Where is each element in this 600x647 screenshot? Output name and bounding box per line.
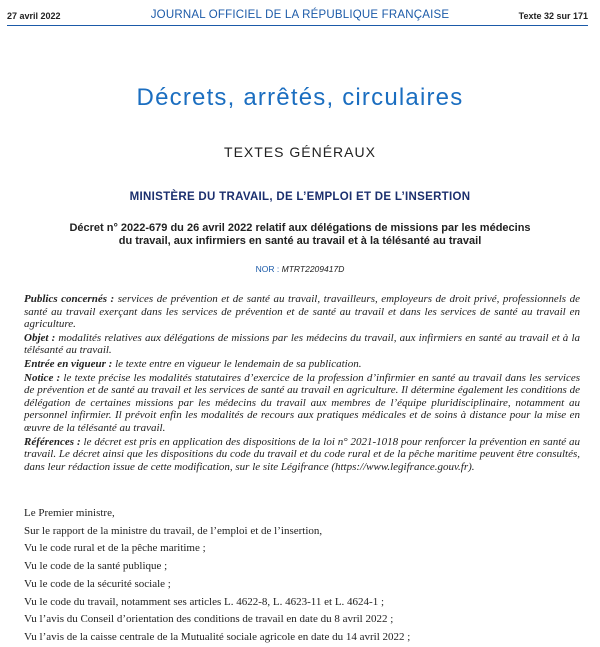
decree-notice [24,293,580,474]
journal-title: JOURNAL OFFICIEL DE LA RÉPUBLIQUE FRANÇAISE [150,9,450,21]
publication-date: 27 avril 2022 [7,11,61,21]
notice-paragraph [24,293,580,331]
nor-label: NOR : [255,264,280,274]
decree-title-line-2: du travail, aux infirmiers en santé au travail et à la télésanté au travail [118,235,482,247]
notice-paragraph [24,372,580,435]
nor-code: MTRT2209417D [281,264,345,274]
notice-label: Notice : [24,371,61,384]
body-line: Vu le code du travail, notamment ses articles L. 4622-8, L. 4623-11 et L. 4624-1 ; [24,595,385,608]
decree-body [24,505,580,647]
page-info: Texte 32 sur 171 [518,11,588,21]
notice-label: Publics concernés : [24,293,115,305]
notice-text: modalités relatives aux délégations de missions par les médecins du travail, aux infirmiers en santé au travail et à la télésanté au travail. [24,331,580,357]
decree-title-line-1: Décret n° 2022-679 du 26 avril 2022 relatif aux délégations de missions par les médecins [69,222,531,234]
body-line: Sur le rapport de la ministre du travail, de l’emploi et de l’insertion, [24,524,323,537]
notice-text: le texte précise les modalités statutaires d’exercice de la profession d’infirmier en santé au travail dans les services de prévention et de santé au travail et les services de santé au travail en agriculture. Il détermine également les conditions de délégation de certaines missions par les médecins du travail aux membres de l’équipe pluridisciplinaire, notamment au personnel infirmier. Il prévoit enfin les modalités de recours aux pratiques médicales et de soins à distance pour la mise en œuvre de la télésanté au travail. [24,371,580,434]
nor-reference [0,264,600,274]
notice-text: le texte entre en vigueur le lendemain de sa publication. [115,357,362,370]
notice-label: Références : [24,435,81,448]
body-line: Vu l’avis du Conseil d’orientation des conditions de travail en date du 8 avril 2022 ; [24,613,394,626]
header-rule [7,25,588,26]
body-line: Le Premier ministre, [24,507,115,519]
notice-paragraph [24,436,580,474]
section-title: Décrets, arrêtés, circulaires [136,84,464,111]
notice-label: Entrée en vigueur : [24,357,113,370]
body-line: Vu le code de la sécurité sociale ; [24,577,171,590]
body-line: Vu le code de la santé publique ; [24,560,168,573]
body-line: Vu l’avis de la caisse centrale de la Mutualité sociale agricole en date du 14 avril 2022 ; [24,630,411,643]
body-line: Vu le code rural et de la pêche maritime ; [24,542,206,555]
notice-text: services de prévention et de santé au travail, travailleurs, employeurs de droit privé, professionnels de santé au travail exerçant dans les services de prévention et de santé au travail et dans les services de santé au travail en agriculture. [24,293,581,331]
notice-paragraph [24,358,580,371]
notice-text: le décret est pris en application des dispositions de la loi n° 2021-1018 pour renforcer la prévention en santé au travail. Le décret ainsi que les dispositions du code du travail et du code rural et de la pêche maritime peuvent être consultés, dans leur rédaction issue de cette modification, sur le site Légifrance (https://www.legifrance.gouv.fr). [24,435,581,473]
page-header [0,0,600,26]
ministry-name: MINISTÈRE DU TRAVAIL, DE L’EMPLOI ET DE L’INSERTION [129,191,471,203]
subsection-title: TEXTES GÉNÉRAUX [224,144,376,160]
notice-label: Objet : [24,331,56,344]
notice-paragraph [24,332,580,357]
decree-title [40,222,560,248]
